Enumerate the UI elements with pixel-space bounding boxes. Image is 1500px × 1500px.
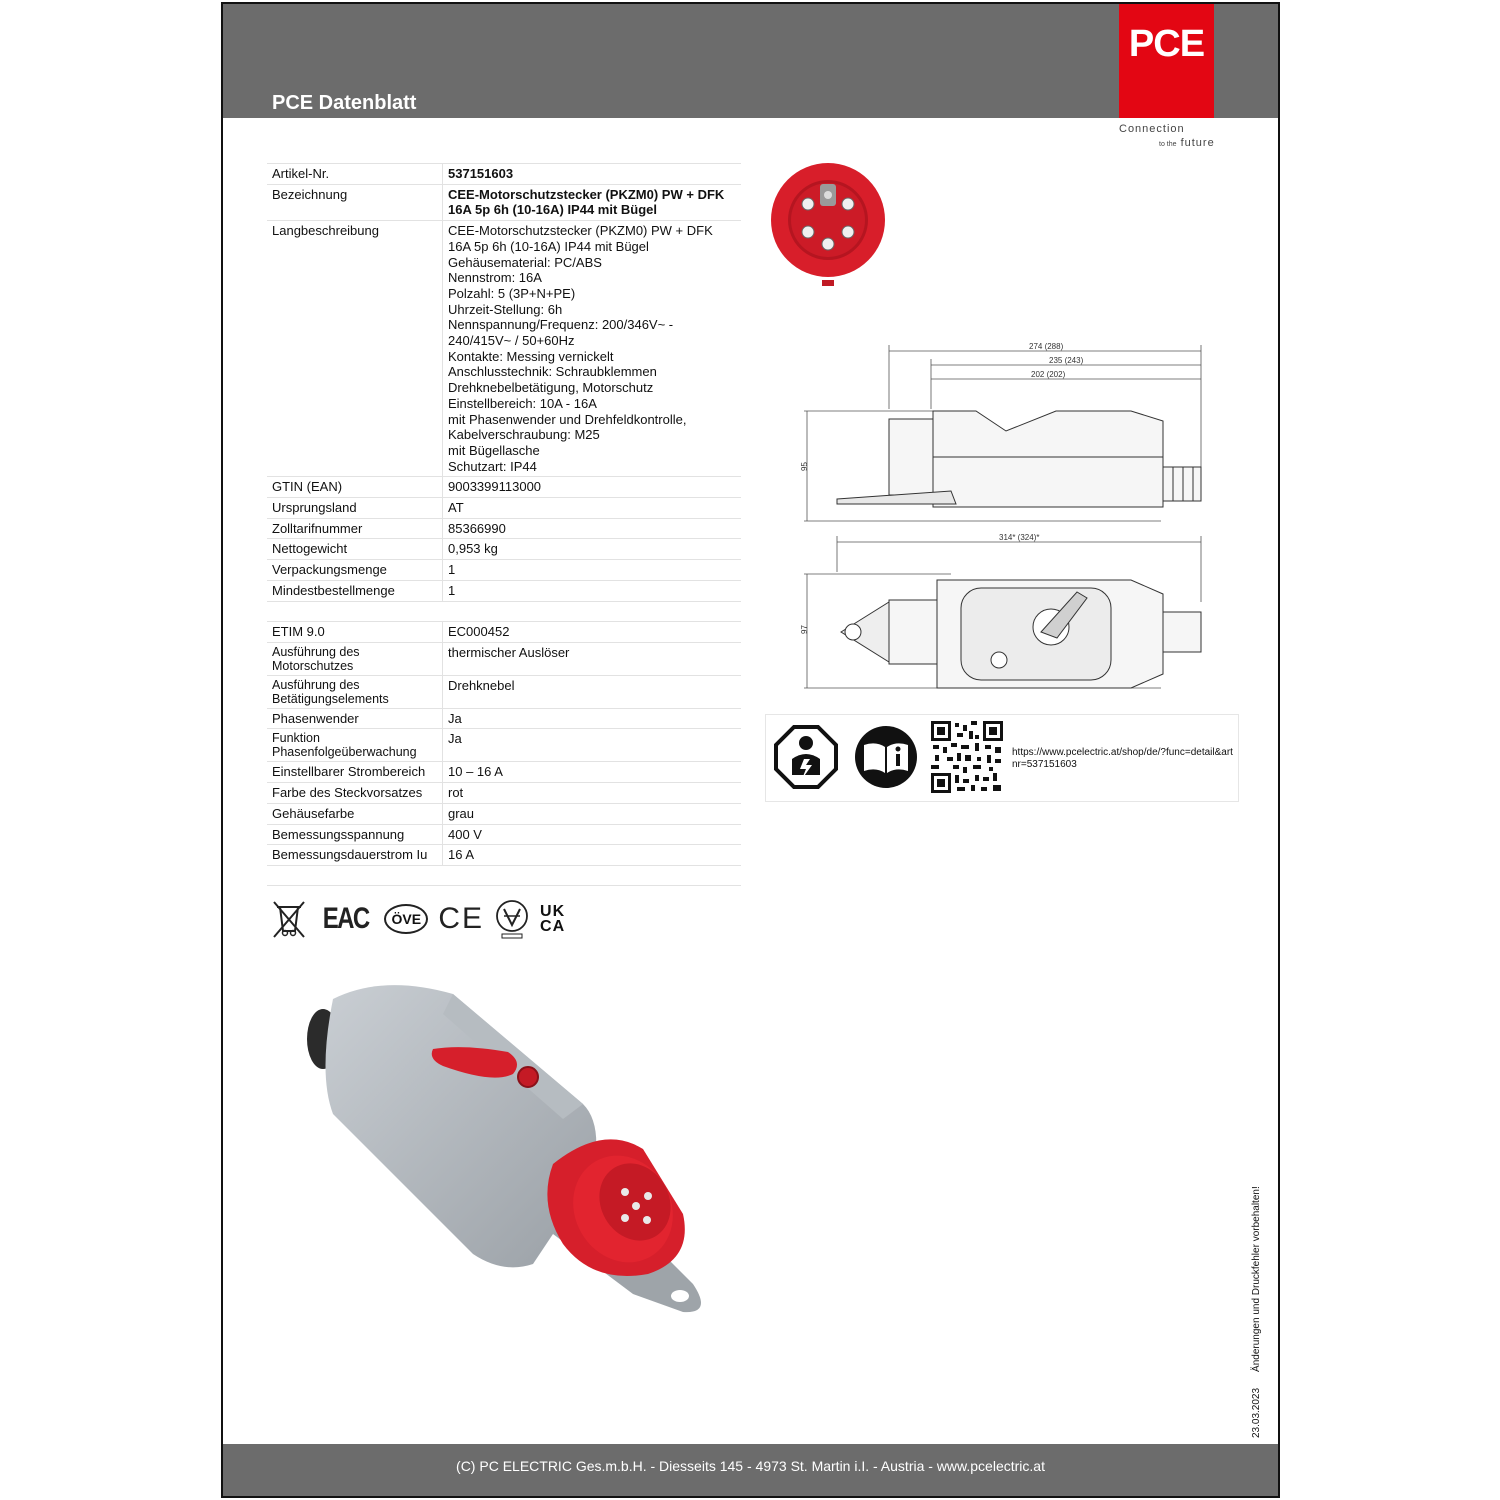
row-label: Ausführung des Betätigungselements — [267, 675, 443, 708]
row-label: Verpackungsmenge — [267, 560, 443, 581]
table-row — [267, 762, 741, 783]
doc-date: 23.03.2023 — [1251, 1387, 1262, 1438]
row-label: Bemessungsdauerstrom Iu — [267, 845, 443, 866]
slogan-line-1: Connection — [1119, 123, 1185, 135]
certification-row — [271, 897, 565, 941]
product-url[interactable]: https://www.pcelectric.at/shop/de/?func=detail&artnr=537151603 — [1012, 747, 1233, 770]
table-row — [267, 539, 741, 560]
row-label: Ursprungsland — [267, 498, 443, 519]
row-label: Ausführung des Motorschutzes — [267, 642, 443, 675]
ukca-mark — [540, 904, 565, 934]
dim-label: 314* (324)* — [999, 533, 1040, 542]
qr-section — [765, 714, 1239, 802]
product-name: CEE-Motorschutzstecker (PKZM0) PW + DFK 16A 5p 6h (10-16A) IP44 mit Bügel — [443, 184, 742, 220]
row-label: ETIM 9.0 — [267, 622, 443, 643]
row-label: Gehäusefarbe — [267, 803, 443, 824]
article-number: 537151603 — [443, 164, 742, 185]
dim-label: 95 — [800, 462, 809, 471]
row-value: 16 A — [443, 845, 742, 866]
table-row — [267, 824, 741, 845]
slogan-future: future — [1180, 137, 1215, 149]
row-label: Langbeschreibung — [267, 221, 443, 477]
dim-label: 202 (202) — [1031, 370, 1066, 379]
table-row — [267, 622, 741, 643]
row-value: 9003399113000 — [443, 477, 742, 498]
pce-logo: PCE — [1119, 4, 1214, 118]
desc-line: Nennstrom: 16A — [448, 270, 542, 286]
table-row — [267, 803, 741, 824]
row-label: Nettogewicht — [267, 539, 443, 560]
read-manual-icon — [854, 725, 918, 789]
eac-mark: EAC — [322, 902, 369, 935]
row-value: AT — [443, 498, 742, 519]
technical-drawing-top — [801, 532, 1211, 692]
side-note — [1251, 1186, 1262, 1438]
row-value: grau — [443, 803, 742, 824]
desc-line: Anschlusstechnik: Schraubklemmen — [448, 364, 657, 380]
desc-line: mit Phasenwender und Drehfeldkontrolle, — [448, 411, 687, 427]
row-value: Ja — [443, 708, 742, 729]
ove-mark — [384, 904, 428, 934]
row-label: GTIN (EAN) — [267, 477, 443, 498]
table-row — [267, 729, 741, 762]
technical-drawing-side — [801, 339, 1211, 529]
table-row — [267, 675, 741, 708]
row-label: Phasenwender — [267, 708, 443, 729]
row-label: Bemessungsspannung — [267, 824, 443, 845]
desc-line: Kabelverschraubung: M25 — [448, 427, 600, 443]
table-row — [267, 221, 741, 477]
desc-line: Gehäusematerial: PC/ABS — [448, 254, 602, 270]
dim-label: 235 (243) — [1049, 356, 1084, 365]
ukca-line-1: UK — [540, 903, 566, 920]
desc-line: Kontakte: Messing vernickelt — [448, 348, 614, 364]
row-value: 1 — [443, 560, 742, 581]
long-description — [443, 221, 742, 477]
vde-mark — [494, 899, 530, 939]
row-value: EC000452 — [443, 622, 742, 643]
table-row — [267, 184, 741, 220]
footer-band — [223, 1444, 1278, 1496]
row-value: rot — [443, 783, 742, 804]
desc-line: Einstellbereich: 10A - 16A — [448, 395, 597, 411]
table-row — [267, 708, 741, 729]
product-photo — [303, 974, 723, 1324]
ce-mark: CE — [438, 902, 485, 935]
ove-text: ÖVE — [391, 911, 422, 927]
datasheet-page — [221, 2, 1280, 1498]
table-row — [267, 642, 741, 675]
table-row — [267, 498, 741, 519]
table-row — [267, 560, 741, 581]
plug-front-image — [768, 162, 888, 287]
table-row — [267, 783, 741, 804]
weee-icon — [271, 899, 307, 939]
etim-table — [267, 621, 741, 866]
row-label: Mindestbestellmenge — [267, 580, 443, 601]
row-label: Bezeichnung — [267, 184, 443, 220]
row-label: Funktion Phasenfolgeüberwachung — [267, 729, 443, 762]
table-row — [267, 580, 741, 601]
row-value: 85366990 — [443, 518, 742, 539]
qr-code[interactable] — [931, 721, 1003, 793]
row-value: 400 V — [443, 824, 742, 845]
row-value: Ja — [443, 729, 742, 762]
divider — [267, 885, 741, 886]
desc-line: Polzahl: 5 (3P+N+PE) — [448, 285, 576, 301]
page-title: PCE Datenblatt — [272, 92, 417, 114]
footer-text: (C) PC ELECTRIC Ges.m.b.H. - Diesseits 145 - 4973 St. Martin i.I. - Austria - www.pcelectric.at — [456, 1458, 1045, 1474]
desc-line: Drehknebelbetätigung, Motorschutz — [448, 380, 654, 396]
row-label: Zolltarifnummer — [267, 518, 443, 539]
row-label: Einstellbarer Strombereich — [267, 762, 443, 783]
desc-line: Nennspannung/Frequenz: 200/346V~ - 240/415V~ / 50+60Hz — [448, 317, 674, 349]
row-label: Farbe des Steckvorsatzes — [267, 783, 443, 804]
dim-label: 274 (288) — [1029, 342, 1064, 351]
table-row — [267, 477, 741, 498]
slogan-line-2 — [1159, 137, 1215, 149]
desc-line: Schutzart: IP44 — [448, 458, 537, 474]
row-value: 0,953 kg — [443, 539, 742, 560]
ukca-line-2: CA — [540, 918, 566, 935]
slogan-small: to the — [1159, 141, 1177, 148]
disclaimer: Änderungen und Druckfehler vorbehalten! — [1251, 1186, 1262, 1372]
row-value: 1 — [443, 580, 742, 601]
desc-line: mit Bügellasche — [448, 442, 540, 458]
desc-line: Uhrzeit-Stellung: 6h — [448, 301, 563, 317]
row-value: 10 – 16 A — [443, 762, 742, 783]
table-row — [267, 845, 741, 866]
row-value: Drehknebel — [443, 675, 742, 708]
dim-label: 97 — [800, 625, 809, 634]
table-row — [267, 518, 741, 539]
row-label: Artikel-Nr. — [267, 164, 443, 185]
row-value: thermischer Auslöser — [443, 642, 742, 675]
electrician-pictogram-icon — [774, 725, 838, 789]
desc-line: CEE-Motorschutzstecker (PKZM0) PW + DFK 16A 5p 6h (10-16A) IP44 mit Bügel — [448, 223, 713, 254]
table-row — [267, 164, 741, 185]
product-table — [267, 163, 741, 602]
